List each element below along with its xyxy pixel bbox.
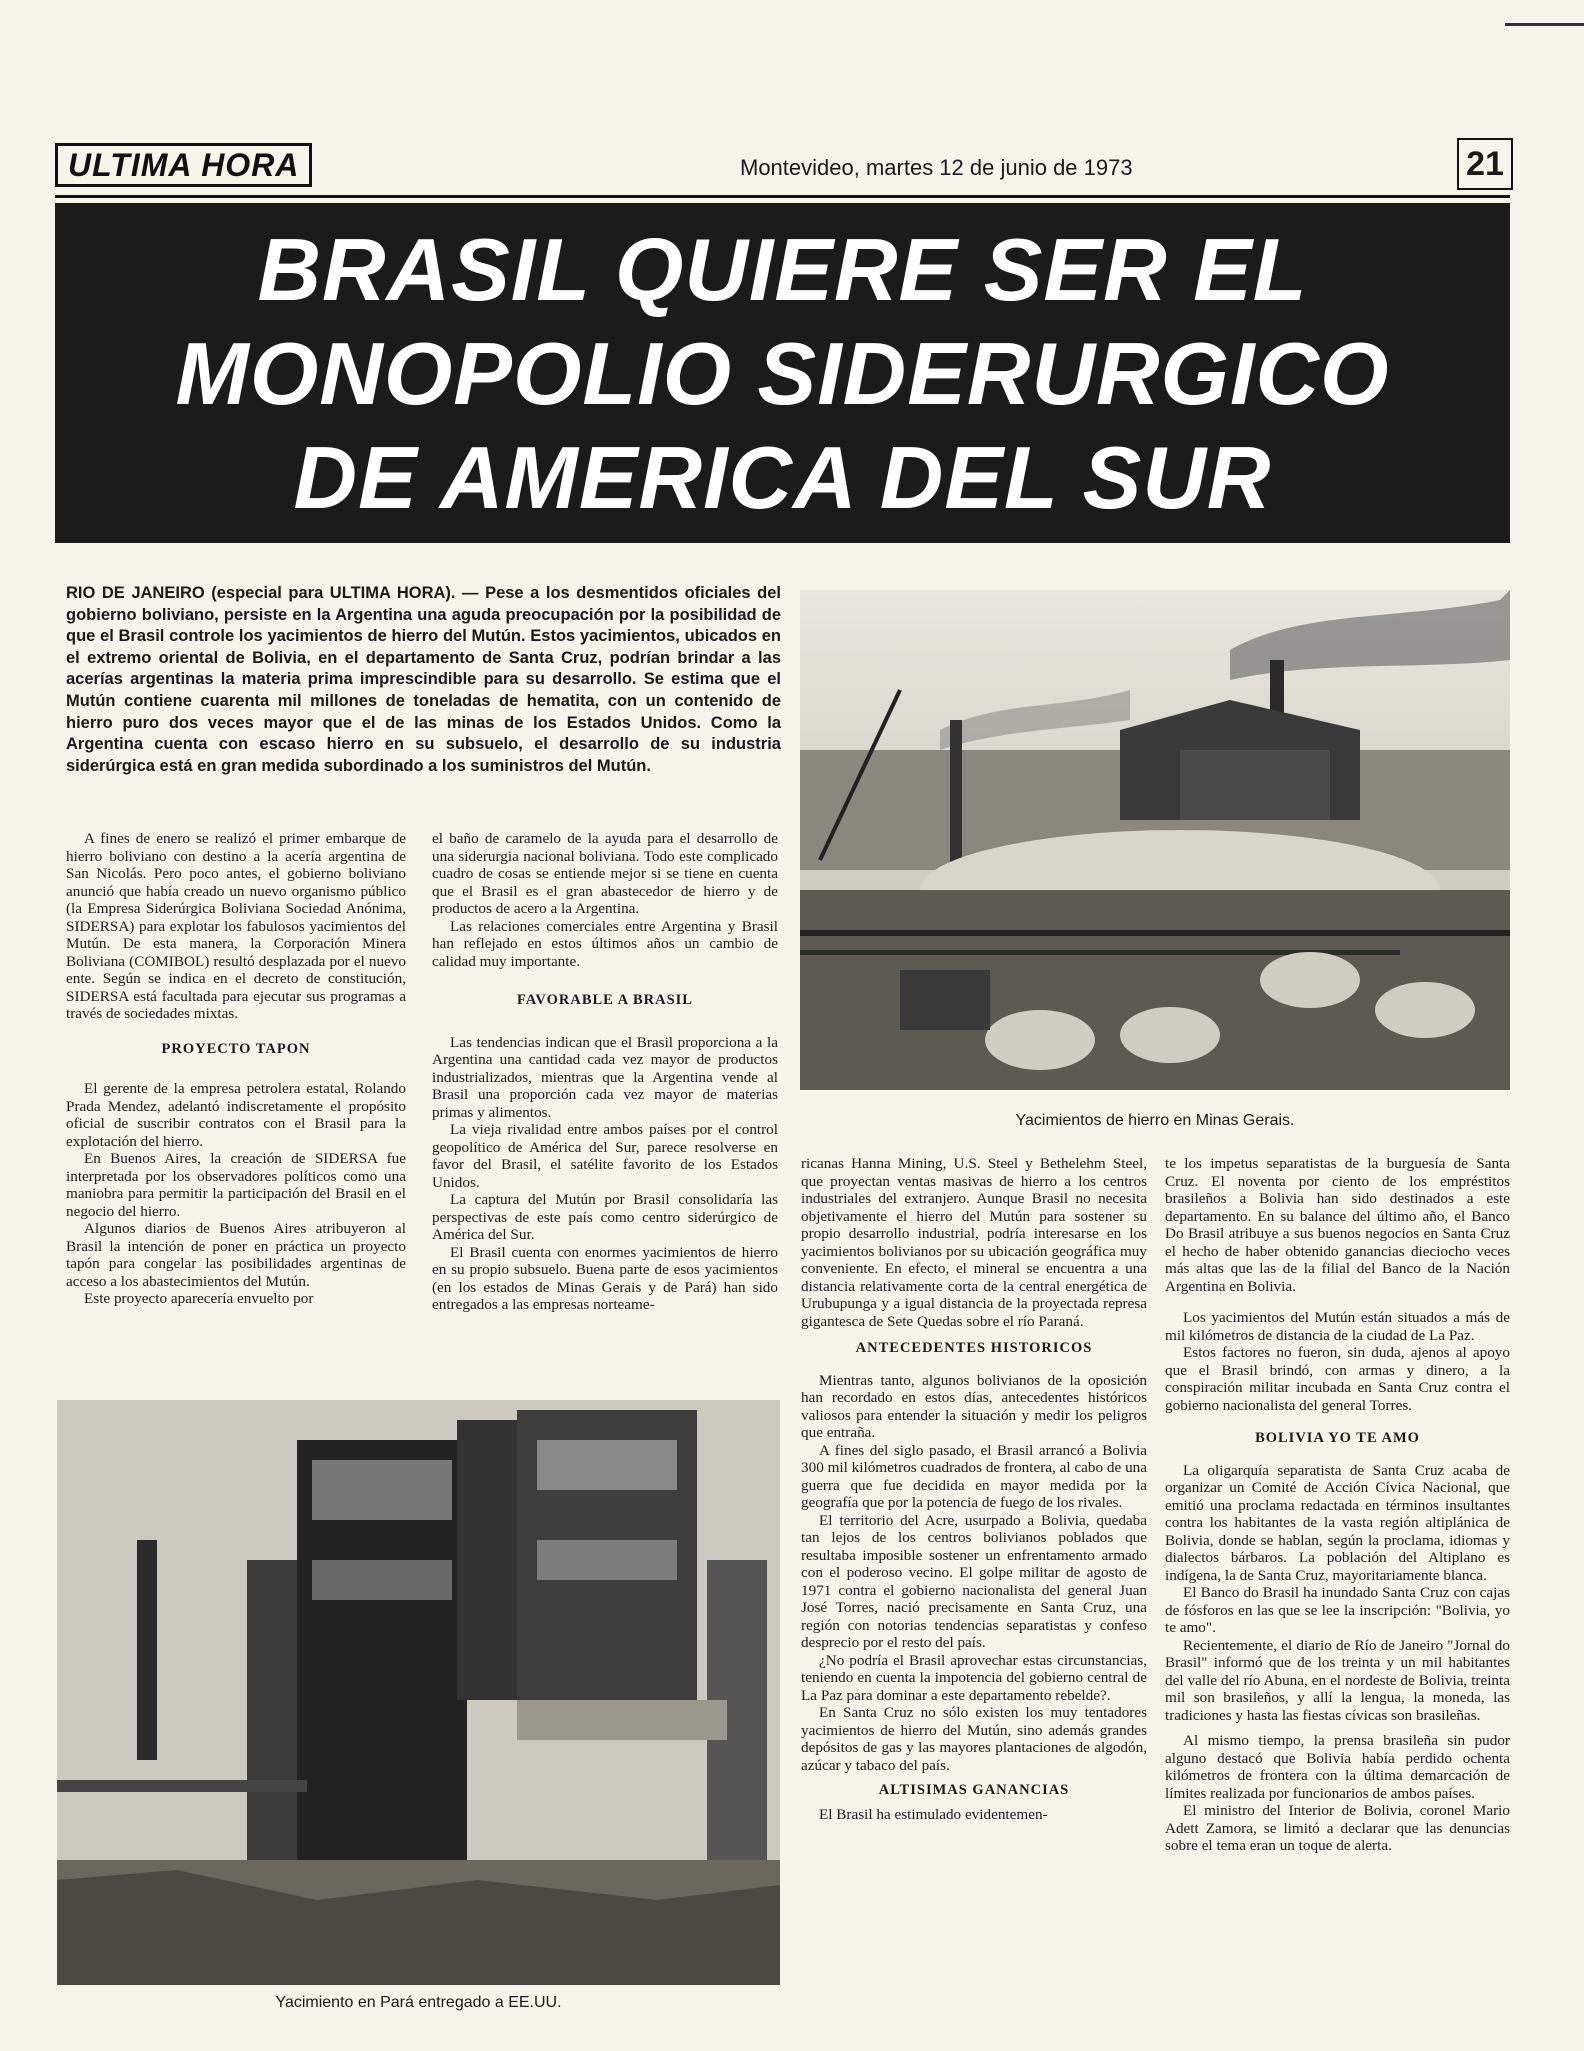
article-column-4 [1165,1155,1510,1855]
paragraph: Las tendencias indican que el Brasil proporciona a la Argentina una cantidad cada vez mayor de productos industrializados, mientras que la Argentina vende al Brasil una proporción cada vez mayor de materias primas y alimentos. [432,1033,778,1121]
paragraph: Mientras tanto, algunos bolivianos de la oposición han recordado en estos días, antecedentes históricos valiosos para entender la situación y medir los peligros que entraña. [801,1371,1147,1441]
article-column-2 [432,830,778,1314]
caption-top-photo: Yacimientos de hierro en Minas Gerais. [1015,1112,1295,1129]
subheading-altisimas-ganancias: ALTISIMAS GANANCIAS [878,1782,1070,1798]
paragraph: La captura del Mutún por Brasil consolidaría las perspectivas de este país como centro siderúrgico de América del Sur. [432,1191,778,1243]
subheading-bolivia-yo-te-amo: BOLIVIA YO TE AMO [1255,1430,1420,1446]
subheading-favorable-a-brasil: FAVORABLE A BRASIL [517,992,693,1008]
paragraph: Las relaciones comerciales entre Argentina y Brasil han reflejado en estos últimos años un cambio de calidad muy importante. [432,917,778,970]
caption-bottom-photo: Yacimiento en Pará entregado a EE.UU. [275,1994,562,2011]
scan-mark [1505,23,1584,26]
paragraph: Este proyecto aparecería envuelto por [84,1290,314,1307]
headline-line-3: DE AMERICA DEL SUR [293,428,1272,527]
paragraph: te los impetus separatistas de la burguesía de Santa Cruz. El noventa por ciento de los empréstitos brasileños a Bolivia han sido destinados a este departamento. En su balance del último año, el Banco Do Brasil atribuye a sus buenos negocios en Santa Cruz el hecho de haber obtenido ganancias dieciocho veces más altas que las de la filial del Banco de la Nación Argentina en Bolivia. [1165,1155,1510,1295]
dateline: Montevideo, martes 12 de junio de 1973 [740,155,1133,180]
paragraph: La oligarquía separatista de Santa Cruz acaba de organizar un Comité de Acción Cívica Nacional, que emitió una proclama redactada en términos insultantes contra los habitantes de la vasta región altiplánica de Bolivia, donde se hablan, según la proclama, idiomas y dialectos bárbaros. La población del Altiplano es indígena, la de Santa Cruz, mayoritariamente blanca. [1165,1461,1510,1584]
paragraph: En Buenos Aires, la creación de SIDERSA fue interpretada por los observadores políticos como una maniobra para permitir la participación del Brasil en el negocio del hierro. [66,1150,406,1220]
headline-line-2: MONOPOLIO SIDERURGICO [175,324,1390,423]
lead-paragraph: RIO DE JANEIRO (especial para ULTIMA HORA). — Pese a los desmentidos oficiales del gobierno boliviano, persiste en la Argentina una aguda preocupación por la posibilidad de que el Brasil controle los yacimientos de hierro del Mutún. Estos yacimientos, ubicados en el extremo oriental de Bolivia, en el departamento de Santa Cruz, podrían brindar a las acerías argentinas la materia prima imprescindible para su desarrollo. Se estima que el Mutún contiene cuarenta mil millones de toneladas de hematita, con un contenido de hierro puro dos veces mayor que el de las minas de los Estados Unidos. Como la Argentina cuenta con escaso hierro en su subsuelo, el desarrollo de su industria siderúrgica está en gran medida subordinado a los suministros del Mutún. [66,584,781,775]
article-column-3 [801,1155,1147,1823]
headline [55,218,1510,530]
paragraph: Recientemente, el diario de Río de Janeiro "Jornal do Brasil" informó que de los treinta y un mil habitantes del valle del río Abuna, en el nordeste de Bolivia, treinta mil son brasileños, y allí la lengua, la moneda, las tradiciones y hasta las fiestas cívicas son brasileñas. [1165,1636,1510,1724]
paragraph: La vieja rivalidad entre ambos países por el control geopolítico de América del Sur, parece resolverse en favor del Brasil, el satélite favorito de los Estados Unidos. [432,1121,778,1191]
masthead-rule [55,195,1510,198]
paragraph: El ministro del Interior de Bolivia, coronel Mario Adett Zamora, se limitó a declarar que las denuncias sobre el tema eran un toque de alerta. [1165,1802,1510,1854]
paragraph: A fines de enero se realizó el primer embarque de hierro boliviano con destino a la acería argentina de San Nicolás. Pero poco antes, el gobierno boliviano anunció que había creado un nuevo organismo público (la Empresa Siderúrgica Boliviana Sociedad Anónima, SIDERSA) para explotar los fabulosos yacimientos del Mutún. De esta manera, la Corporación Minera Boliviana (COMIBOL) resultó desplazada por el nuevo ente. Según se indica en el decreto de constitución, SIDERSA está facultada para ejecutar sus programas a través de sociedades mixtas. [66,830,406,1022]
photo-minas-gerais [800,590,1510,1090]
paragraph: Algunos diarios de Buenos Aires atribuyeron al Brasil la intención de poner en práctica un proyecto tapón para congelar las posibilidades argentinas de acceso a los abastecimientos del Mutún. [66,1220,406,1290]
paragraph: A fines del siglo pasado, el Brasil arrancó a Bolivia 300 mil kilómetros cuadrados de frontera, al cabo de una guerra que fue decidida en mayor medida por la geografía que por la potencia de fuego de los rivales. [801,1441,1147,1511]
photo-para [57,1400,780,1985]
paragraph: En Santa Cruz no sólo existen los muy tentadores yacimientos de hierro del Mutún, sino además grandes depósitos de gas y las mayores plantaciones de algodón, azúcar y tabaco del país. [801,1704,1147,1774]
newspaper-logo: ULTIMA HORA [55,143,312,187]
page-number: 21 [1457,138,1513,190]
paragraph: Al mismo tiempo, la prensa brasileña sin pudor alguno destacó que Bolivia había perdido ochenta kilómetros de frontera con la última demarcación de límites realizada por funcionarios de ambos países. [1165,1732,1510,1802]
subheading-proyecto-tapon: PROYECTO TAPON [161,1040,311,1057]
paragraph: El territorio del Acre, usurpado a Bolivia, quedaba tan lejos de los centros bolivianos poblados que resultaba imposible sostener un enfrentamento armado con el poderoso vecino. El golpe militar de agosto de 1971 contra el gobierno nacionalista del general Juan José Torres, nació precisamente en Santa Cruz, una región con notorias tendencias separatistas y confeso desprecio por el resto del país. [801,1511,1147,1651]
subheading-antecedentes-historicos: ANTECEDENTES HISTORICOS [855,1340,1093,1356]
paragraph: El gerente de la empresa petrolera estatal, Rolando Prada Mendez, adelantó indiscretamente el propósito oficial de suscribir contratos con el Brasil para la explotación del hierro. [66,1080,406,1150]
paragraph: El Brasil cuenta con enormes yacimientos de hierro en su propio subsuelo. Buena parte de esos yacimientos (en los estados de Minas Gerais y de Pará) han sido entregados a las empresas norteame- [432,1243,778,1313]
headline-line-1: BRASIL QUIERE SER EL [257,220,1308,319]
paragraph: El Banco do Brasil ha inundado Santa Cruz con cajas de fósforos en las que se lee la inscripción: "Bolivia, yo te amo". [1165,1584,1510,1636]
paragraph: ricanas Hanna Mining, U.S. Steel y Bethelehm Steel, que proyectan ventas masivas de hierro a los centros industriales del extranjero. Aunque Brasil no necesita objetivamente el hierro del Mutún para sostener su propio desarrollo industrial, podría interesarse en los yacimientos bolivianos por su ubicación geográfica muy conveniente. En efecto, el mineral se encuentra a una distancia relativamente corta de la central energética de Urubupunga y a igual distancia de la proyectada represa gigantesca de Sete Quedas sobre el río Paraná. [801,1155,1147,1330]
paragraph: ¿No podría el Brasil aprovechar estas circunstancias, teniendo en cuenta la impotencia del gobierno central de La Paz para dominar a este departamento rebelde?. [801,1651,1147,1704]
paragraph: El Brasil ha estimulado evidentemen- [819,1805,1048,1823]
paragraph: el baño de caramelo de la ayuda para el desarrollo de una siderurgia nacional boliviana. Todo este complicado cuadro de cosas se entiende mejor si se tiene en cuenta que el Brasil es el gran abastecedor de hierro y de productos de acero a la Argentina. [432,830,778,917]
masthead [55,143,415,189]
paragraph: Estos factores no fueron, sin duda, ajenos al apoyo que el Brasil brindó, con armas y dinero, a la conspiración militar incubada en Santa Cruz contra el gobierno nacionalista del general Torres. [1165,1344,1510,1414]
article-column-1 [66,830,406,1308]
paragraph: Los yacimientos del Mutún están situados a más de mil kilómetros de distancia de la ciudad de La Paz. [1165,1309,1510,1344]
